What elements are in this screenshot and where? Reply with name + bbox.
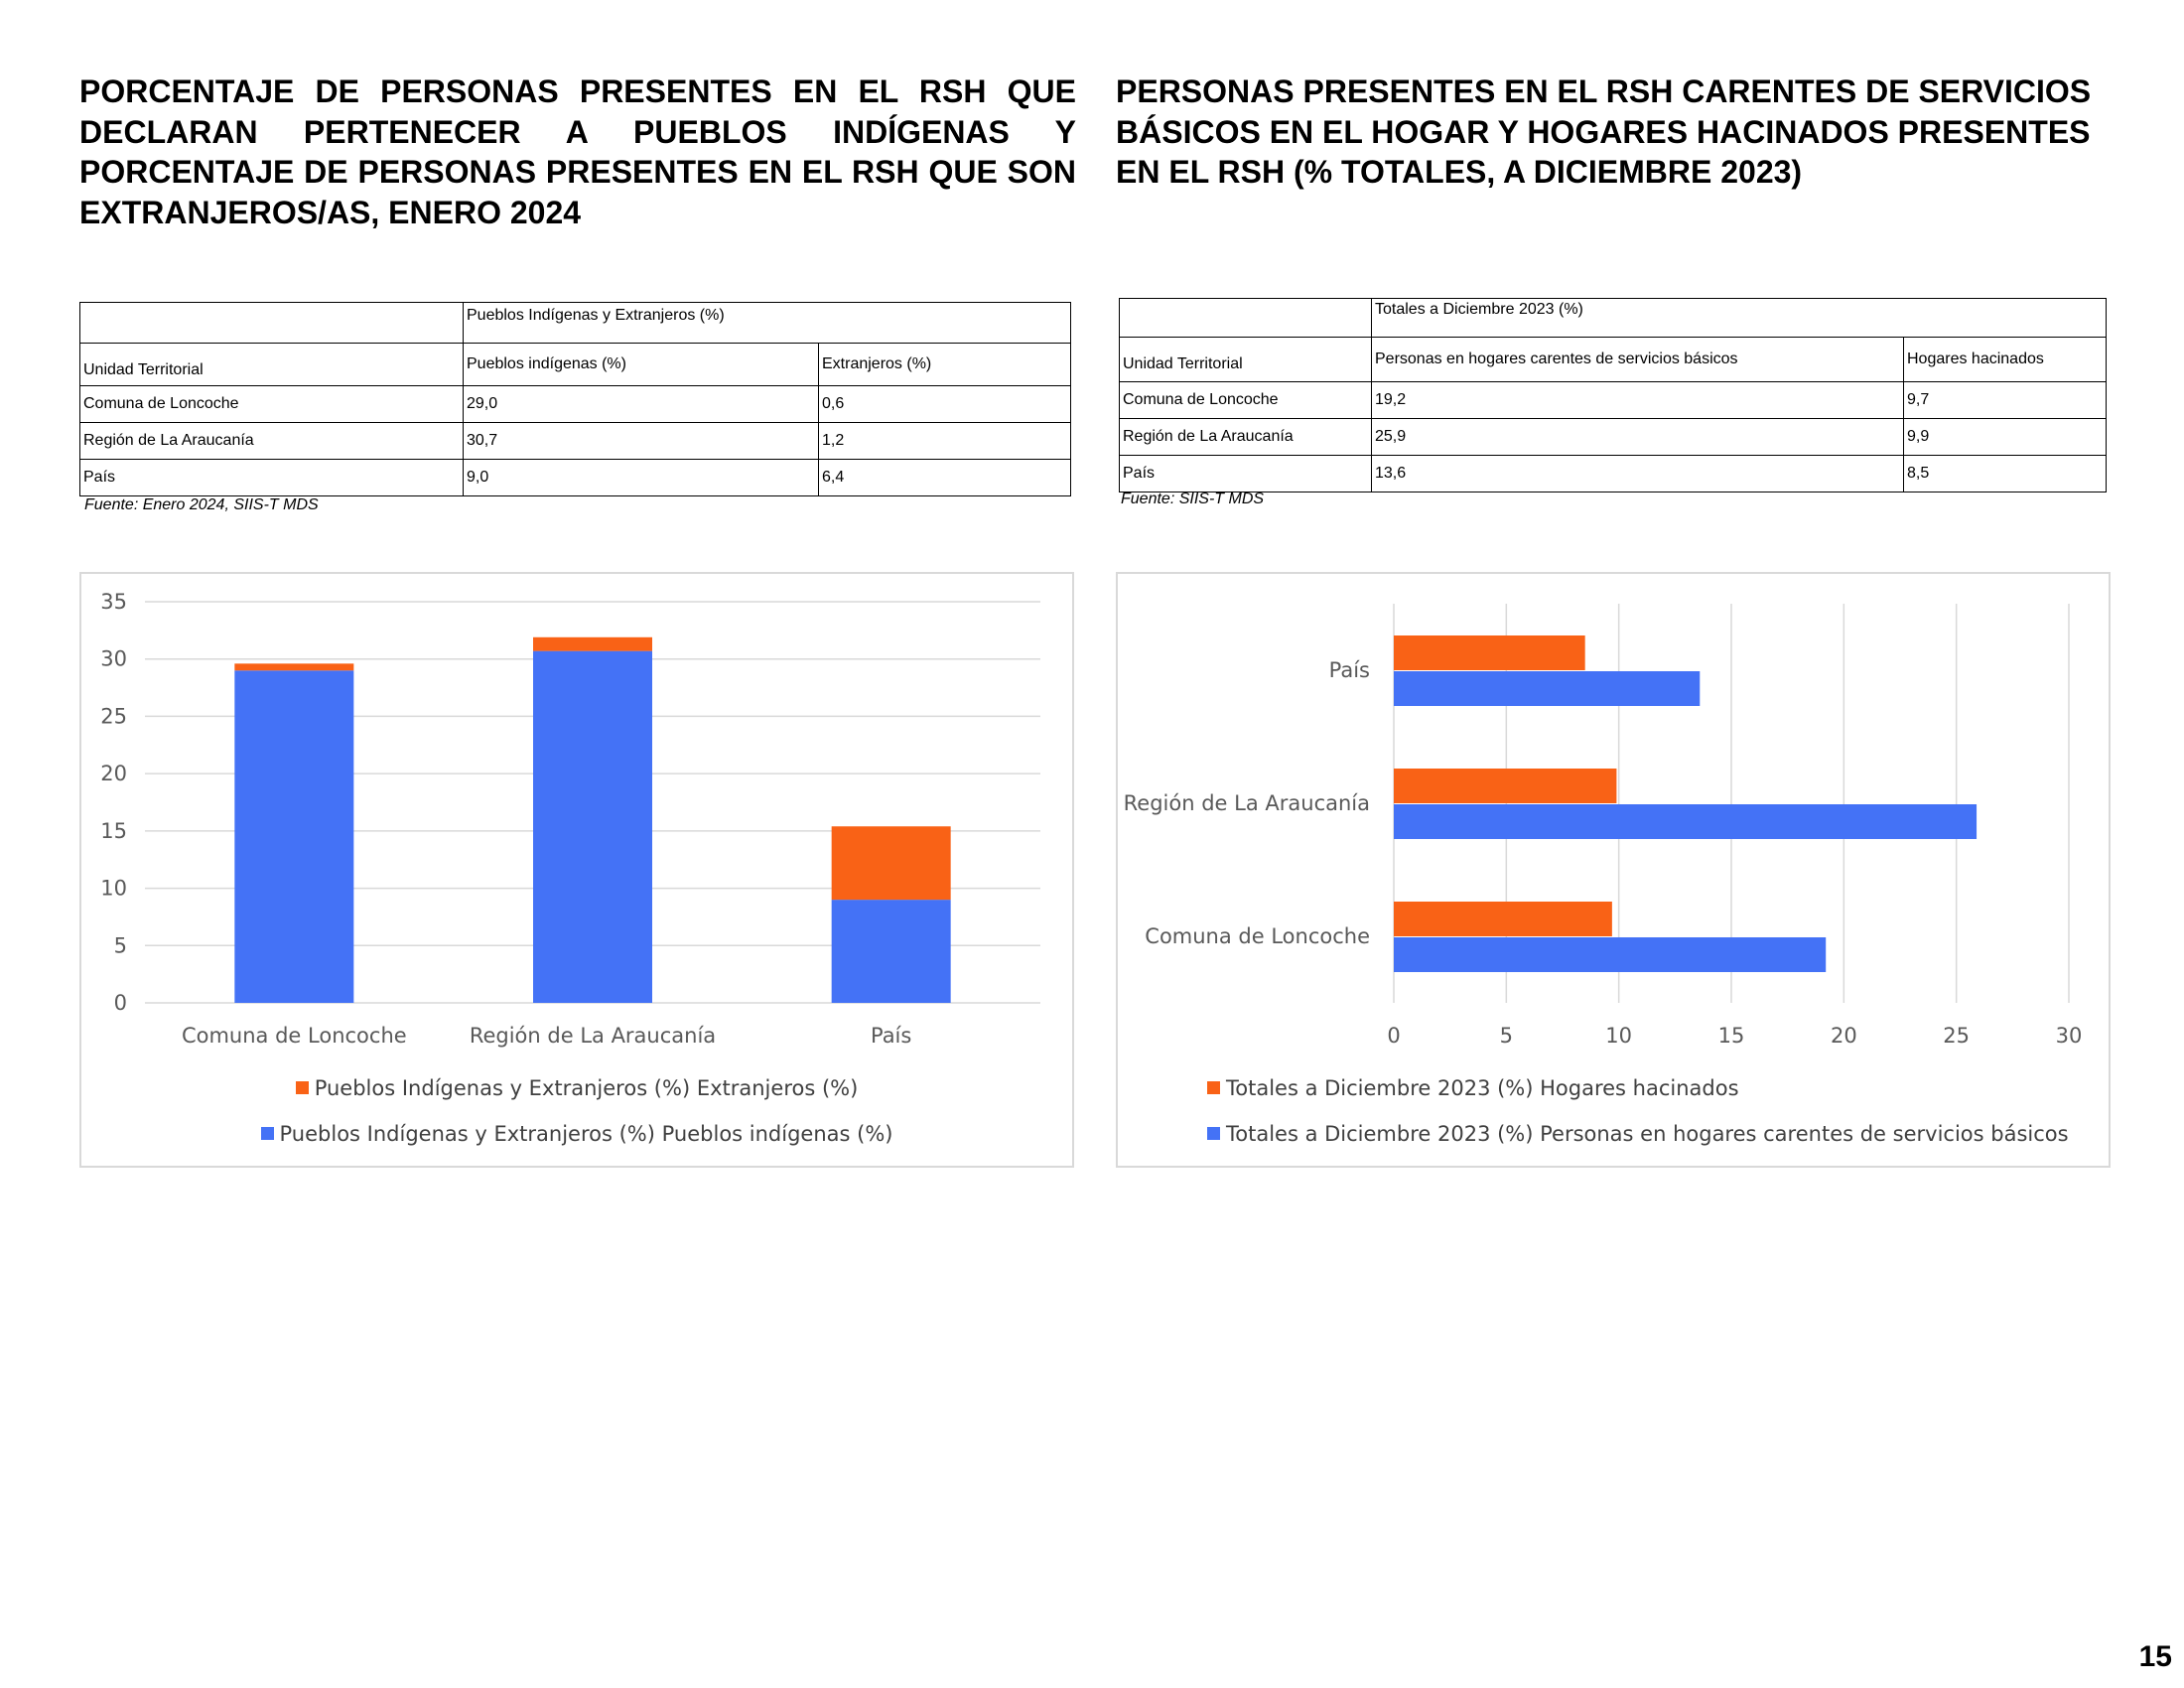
y-tick-label: 0 (113, 991, 127, 1015)
legend-item (81, 1122, 1072, 1146)
legend-label: Pueblos Indígenas y Extranjeros (%) Pueblos indígenas (%) (279, 1122, 893, 1146)
y-tick-label: 20 (100, 762, 127, 786)
y-tick-label: 15 (100, 818, 127, 843)
legend-label: Totales a Diciembre 2023 (%) Personas en hogares carentes de servicios básicos (1226, 1122, 2069, 1146)
x-tick-label: 10 (1605, 1024, 1633, 1048)
table-group-header: Pueblos Indígenas y Extranjeros (%) (464, 303, 1071, 344)
legend-swatch (296, 1081, 309, 1094)
horizontal-bar-chart (1116, 572, 2111, 1168)
table-header-row (1120, 338, 2107, 382)
bar (533, 651, 652, 1003)
bar (1394, 804, 1977, 839)
table-row-header: Unidad Territorial (1120, 338, 1372, 382)
table-cell: 9,0 (464, 460, 819, 496)
table-column-header: Extranjeros (%) (819, 344, 1071, 386)
legend-swatch (1207, 1127, 1220, 1140)
bar (234, 663, 353, 670)
x-tick-label: Región de La Araucanía (469, 1024, 717, 1048)
bar (234, 670, 353, 1003)
x-tick-label: 5 (1499, 1024, 1514, 1048)
bar (832, 826, 951, 900)
y-tick-label: Región de La Araucanía (1123, 791, 1370, 815)
indigenous-foreigners-table (79, 302, 1071, 496)
y-tick-label: País (1328, 658, 1370, 682)
table-cell: Región de La Araucanía (80, 423, 464, 460)
x-tick-label: 30 (2055, 1024, 2083, 1048)
y-tick-label: 5 (113, 933, 127, 958)
table-cell: 29,0 (464, 386, 819, 423)
x-tick-label: 0 (1387, 1024, 1401, 1048)
table-column-header: Hogares hacinados (1904, 338, 2107, 382)
table-cell: País (1120, 456, 1372, 492)
table-cell: 0,6 (819, 386, 1071, 423)
y-tick-label: Comuna de Loncoche (1145, 924, 1370, 948)
table-cell: País (80, 460, 464, 496)
legend-item (81, 1076, 1072, 1100)
table-cell: 8,5 (1904, 456, 2107, 492)
table-source: Fuente: Enero 2024, SIIS-T MDS (84, 496, 319, 513)
table-cell: Comuna de Loncoche (80, 386, 464, 423)
legend-swatch (261, 1127, 274, 1140)
table-row (80, 386, 1071, 423)
left-heading: PORCENTAJE DE PERSONAS PRESENTES EN EL RSH QUE DECLARAN PERTENECER A PUEBLOS INDÍGENAS Y PORCENTAJE DE PERSONAS PRESENTES EN EL RSH QUE SON EXTRANJEROS/AS, ENERO 2024 (79, 73, 1076, 230)
bar (1394, 769, 1616, 803)
legend-label: Totales a Diciembre 2023 (%) Hogares hacinados (1226, 1076, 1739, 1100)
bar (1394, 902, 1612, 936)
legend-item (1207, 1122, 2184, 1146)
table-cell: 6,4 (819, 460, 1071, 496)
bar (1394, 671, 1700, 706)
legend-swatch (1207, 1081, 1220, 1094)
table-row (80, 460, 1071, 496)
page-number: 15 (2138, 1640, 2172, 1673)
table-row (80, 423, 1071, 460)
stacked-bar-chart (79, 572, 1074, 1168)
x-tick-label: 20 (1830, 1024, 1857, 1048)
table-row-header: Unidad Territorial (80, 344, 464, 386)
table-header-row (80, 303, 1071, 344)
table-cell: 9,7 (1904, 382, 2107, 419)
table-column-header: Personas en hogares carentes de servicios básicos (1372, 338, 1904, 382)
basic-services-table (1119, 298, 2107, 492)
bar (533, 637, 652, 651)
x-tick-label: País (870, 1024, 912, 1048)
x-tick-label: 15 (1717, 1024, 1745, 1048)
table-row (1120, 382, 2107, 419)
bar (832, 900, 951, 1003)
legend-label: Pueblos Indígenas y Extranjeros (%) Extranjeros (%) (314, 1076, 859, 1100)
bar (1394, 937, 1826, 972)
table-cell: 13,6 (1372, 456, 1904, 492)
y-tick-label: 35 (100, 590, 127, 614)
table-row (1120, 419, 2107, 456)
table-row (1120, 456, 2107, 492)
bar (1394, 635, 1585, 670)
table-cell: 30,7 (464, 423, 819, 460)
table-cell: Comuna de Loncoche (1120, 382, 1372, 419)
y-tick-label: 25 (100, 704, 127, 729)
table-column-header: Pueblos indígenas (%) (464, 344, 819, 386)
table-cell: 9,9 (1904, 419, 2107, 456)
table-header-row (1120, 299, 2107, 338)
y-tick-label: 30 (100, 646, 127, 671)
y-tick-label: 10 (100, 876, 127, 901)
x-tick-label: Comuna de Loncoche (181, 1024, 407, 1048)
table-cell: Región de La Araucanía (1120, 419, 1372, 456)
table-header-row (80, 344, 1071, 386)
table-cell: 1,2 (819, 423, 1071, 460)
table-cell: 19,2 (1372, 382, 1904, 419)
x-tick-label: 25 (1943, 1024, 1971, 1048)
right-heading: PERSONAS PRESENTES EN EL RSH CARENTES DE SERVICIOS BÁSICOS EN EL HOGAR Y HOGARES HACINADOS PRESENTES EN EL RSH (% TOTALES, A DICIEMBRE 2023) (1116, 73, 2092, 190)
legend-item (1207, 1076, 2184, 1100)
table-group-header: Totales a Diciembre 2023 (%) (1372, 299, 2107, 338)
table-cell: 25,9 (1372, 419, 1904, 456)
table-source: Fuente: SIIS-T MDS (1121, 491, 1265, 507)
